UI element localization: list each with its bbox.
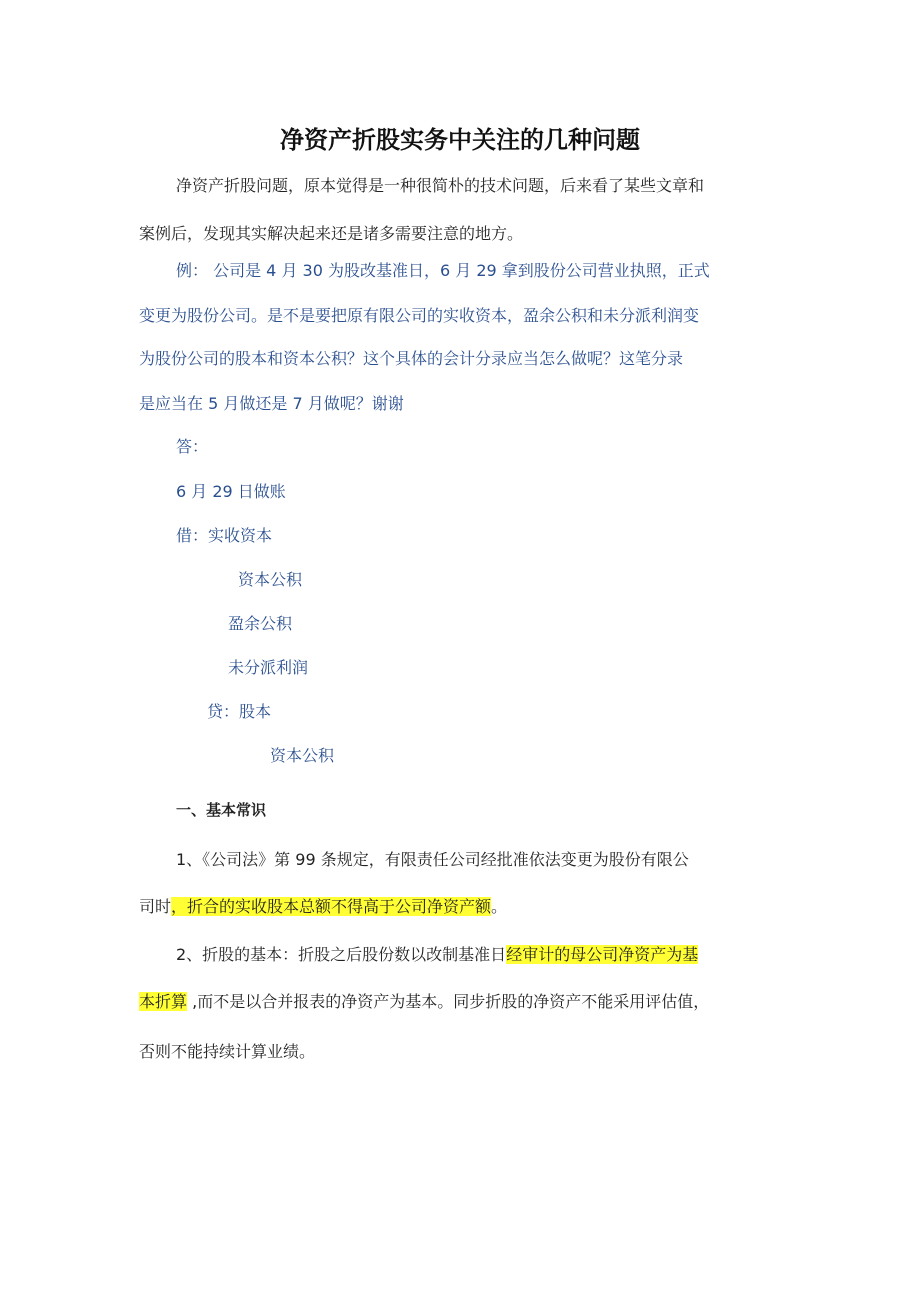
example-line-2: 变更为股份公司。是不是要把原有限公司的实收资本，盈余公积和未分派利润变 — [139, 306, 700, 325]
rule-2-text: ,而不是以合并报表的净资产为基本。同步折股的净资产不能采用评估值， — [187, 992, 710, 1011]
answer-date: 6 月 29 日做账 — [176, 482, 286, 501]
highlighted-text: 经审计的母公司净资产为基 — [506, 945, 699, 964]
rule-1-line-2 — [139, 895, 507, 919]
example-line-3: 为股份公司的股本和资本公积？这个具体的会计分录应当怎么做呢？这笔分录 — [139, 349, 684, 368]
intro-line-2: 案例后，发现其实解决起来还是诸多需要注意的地方。 — [139, 224, 524, 243]
rule-1-end: 。 — [491, 897, 508, 916]
rule-2-line-3: 否则不能持续计算业绩。 — [139, 1042, 316, 1061]
journal-credit-item: 资本公积 — [270, 746, 335, 765]
journal-debit-item: 盈余公积 — [228, 614, 293, 633]
journal-credit: 贷：股本 — [207, 702, 272, 721]
intro-line-1: 净资产折股问题，原本觉得是一种很简朴的技术问题，后来看了某些文章和 — [176, 176, 705, 195]
rule-2-line-2 — [139, 990, 709, 1014]
section-heading: 一、基本常识 — [176, 801, 267, 819]
example-line-1: 例： 公司是 4 月 30 为股改基准日，6 月 29 拿到股份公司营业执照，正式 — [176, 261, 710, 280]
highlighted-text: 本折算 — [139, 992, 188, 1011]
rule-1-text: 司时 — [139, 897, 172, 916]
highlighted-text: ，折合的实收股本总额不得高于公司净资产额 — [171, 897, 492, 916]
example-line-4: 是应当在 5 月做还是 7 月做呢？谢谢 — [139, 394, 404, 413]
document-title: 净资产折股实务中关注的几种问题 — [280, 126, 640, 154]
rule-1-line-1: 1、《公司法》第 99 条规定，有限责任公司经批准依法变更为股份有限公 — [176, 850, 689, 869]
rule-2-text: 2、折股的基本：折股之后股份数以改制基准日 — [176, 945, 507, 964]
answer-label: 答： — [176, 437, 209, 456]
journal-debit-item: 资本公积 — [238, 570, 303, 589]
journal-debit-item: 未分派利润 — [228, 658, 309, 677]
journal-debit: 借：实收资本 — [176, 526, 273, 545]
rule-2-line-1 — [176, 943, 698, 967]
